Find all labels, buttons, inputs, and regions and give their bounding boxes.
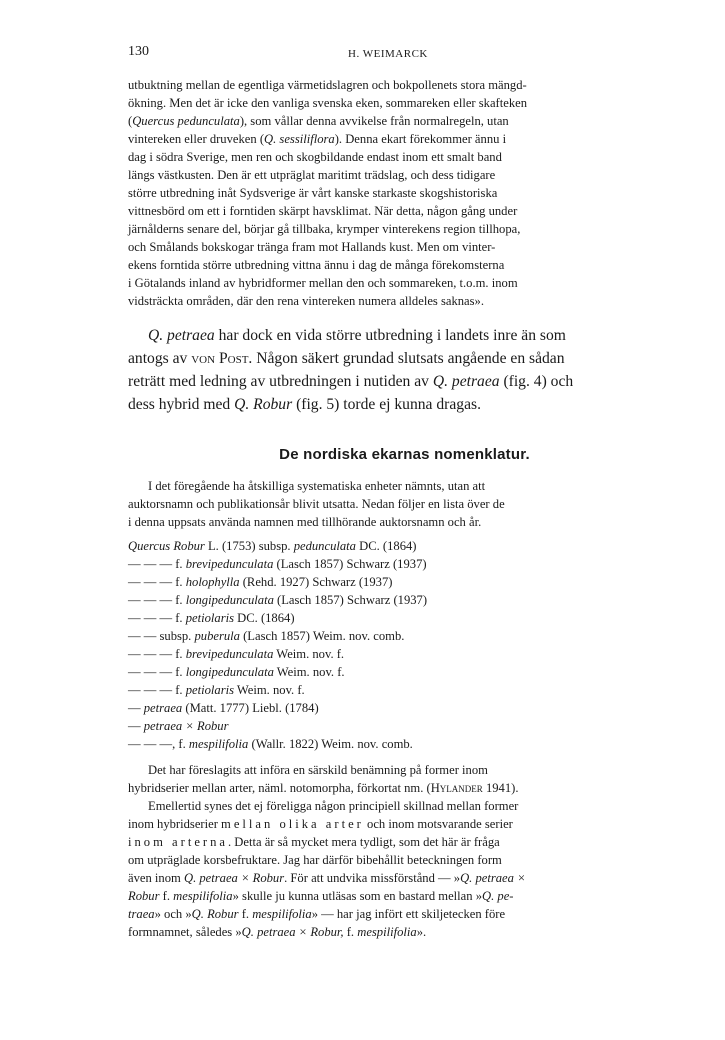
para-line: reträtt med ledning av utbredningen i nutiden av Q. petraea (fig. 4) och [128, 373, 574, 390]
body-paragraph [128, 324, 681, 416]
list-item: — — — f. brevipedunculata Weim. nov. f. [128, 647, 345, 661]
intro-line: I det föregående ha åtskilliga systematiska enheter nämnts, utan att [148, 479, 486, 493]
quote-line: större utbredning inåt Sydsverige är vårt kanske starkaste skogshistoriska [128, 186, 498, 200]
quote-line: (Quercus pedunculata), som vållar denna avvikelse från normalregeln, utan [128, 114, 509, 128]
nomenclature-list [128, 537, 681, 753]
list-item: — — subsp. puberula (Lasch 1857) Weim. nov. comb. [128, 629, 405, 643]
list-item: — petraea × Robur [128, 719, 229, 733]
text-line: formnamnet, således »Q. petraea × Robur, f. mespilifolia». [128, 925, 427, 939]
list-item: — petraea (Matt. 1777) Liebl. (1784) [128, 701, 319, 715]
page-header [128, 44, 681, 66]
page-number: 130 [128, 44, 149, 59]
para-line: Q. petraea har dock en vida större utbredning i landets inre än som [148, 327, 566, 344]
list-item: — — — f. brevipedunculata (Lasch 1857) Schwarz (1937) [128, 557, 427, 571]
intro-paragraph [128, 477, 681, 531]
para-line: dess hybrid med Q. Robur (fig. 5) torde ej kunna dragas. [128, 396, 481, 413]
list-item: — — — f. holophylla (Rehd. 1927) Schwarz (1937) [128, 575, 393, 589]
quote-line: dag i södra Sverige, men ren och skogbildande endast inom ett smalt band [128, 150, 502, 164]
text-line: Robur f. mespilifolia» skulle ju kunna utläsas som en bastard mellan »Q. pe- [128, 889, 514, 903]
text-line: hybridserier mellan arter, näml. notomorpha, förkortat nm. (Hylander 1941). [128, 781, 519, 795]
section-title: De nordiska ekarnas nomenklatur. [279, 446, 530, 463]
list-item: Quercus Robur L. (1753) subsp. pedunculata DC. (1864) [128, 539, 417, 553]
list-item: — — — f. longipedunculata Weim. nov. f. [128, 665, 345, 679]
quote-line: vidsträckta områden, där den rena vintereken numera alldeles saknas». [128, 294, 484, 308]
list-item: — — —, f. mespilifolia (Wallr. 1822) Weim. nov. comb. [128, 737, 413, 751]
text-line: traea» och »Q. Robur f. mespilifolia» — har jag infört ett skiljetecken före [128, 907, 506, 921]
page [128, 44, 681, 941]
quote-line: ökning. Men det är icke den vanliga svenska eken, sommareken eller skafteken [128, 96, 528, 110]
quote-line: utbuktning mellan de egentliga värmetidslagren och bokpollenets stora mängd- [128, 78, 527, 92]
quote-line: i Götalands inland av hybridformer mellan den och sommareken, t.o.m. inom [128, 276, 518, 290]
quote-line: järnålderns senare del, börjar gå tillbaka, krymper vinterekens region tillhopa, [128, 222, 521, 236]
intro-line: auktorsnamn och publikationsår blivit utsatta. Nedan följer en lista över de [128, 497, 505, 511]
text-line: inom arterna. Detta är så mycket mera tydligt, som det här är fråga [128, 835, 500, 849]
quote-line: vintereken eller druveken (Q. sessiliflora). Denna ekart förekommer ännu i [128, 132, 507, 146]
quote-line: och Smålands bokskogar tränga fram mot Hallands kust. Men om vinter- [128, 240, 496, 254]
closing-paragraphs [128, 761, 681, 941]
intro-line: i denna uppsats använda namnen med tillhörande auktorsnamn och år. [128, 515, 482, 529]
running-head: H. WEIMARCK [348, 48, 428, 60]
text-line: Emellertid synes det ej föreligga någon principiell skillnad mellan former [148, 799, 519, 813]
list-item: — — — f. petiolaris Weim. nov. f. [128, 683, 305, 697]
list-item: — — — f. longipedunculata (Lasch 1857) Schwarz (1937) [128, 593, 428, 607]
text-line: inom hybridserier mellan olika arter och inom motsvarande serier [128, 817, 513, 831]
quoted-passage [128, 76, 681, 310]
quote-line: ekens forntida större utbredning vittna ännu i dag de många förekomsterna [128, 258, 505, 272]
para-line: antogs av von Post. Någon säkert grundad slutsats angående en sådan [128, 350, 565, 367]
quote-line: vittnesbörd om ett i forntiden skärpt havsklimat. När detta, någon gång under [128, 204, 518, 218]
list-item: — — — f. petiolaris DC. (1864) [128, 611, 295, 625]
text-line: om utpräglade korsbefruktare. Jag har därför bibehållit beteckningen form [128, 853, 502, 867]
quote-line: längs västkusten. Den är ett utpräglat maritimt trädslag, och dess tidigare [128, 168, 496, 182]
text-line: även inom Q. petraea × Robur. För att undvika missförstånd — »Q. petraea × [128, 871, 526, 885]
text-line: Det har föreslagits att införa en särskild benämning på former inom [148, 763, 488, 777]
